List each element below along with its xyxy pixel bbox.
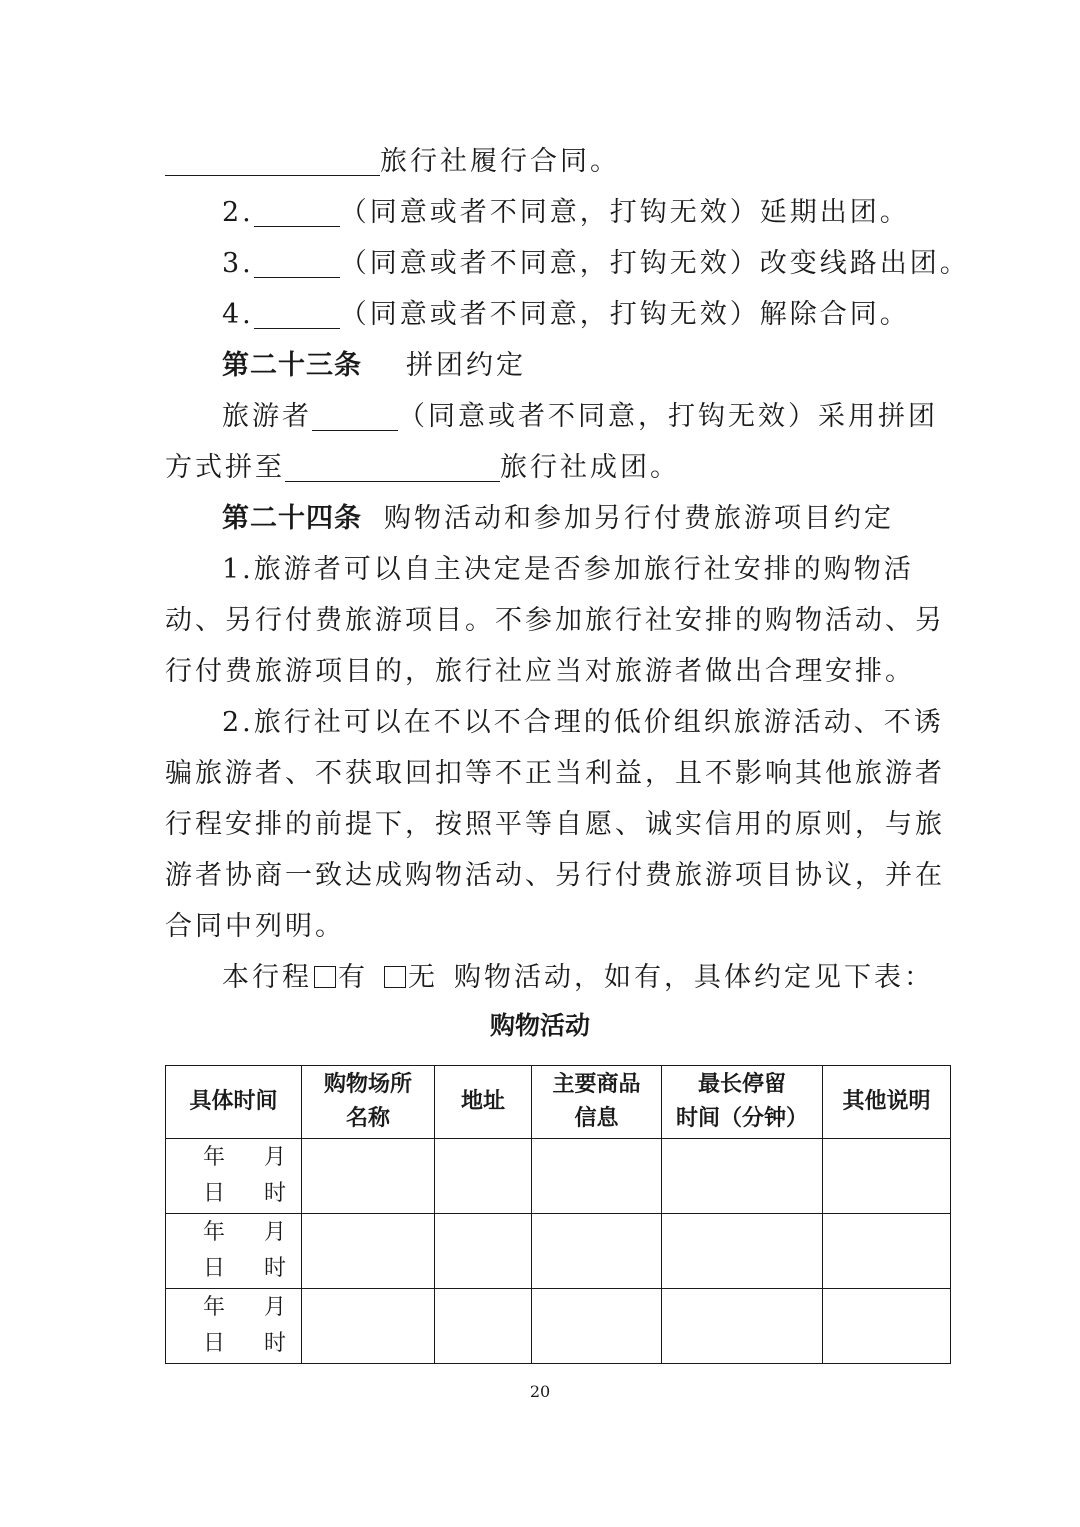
paragraph-line: 行付费旅游项目的，旅行社应当对旅游者做出合理安排。 [165, 656, 915, 687]
empty-cell[interactable] [532, 1289, 662, 1364]
paragraph-line: 1.旅游者可以自主决定是否参加旅行社安排的购物活 [222, 554, 914, 585]
empty-cell[interactable] [302, 1289, 435, 1364]
empty-cell[interactable] [823, 1139, 951, 1214]
option-number: 3. [222, 248, 254, 279]
date-label-hour: 时 [263, 1256, 286, 1281]
empty-cell[interactable] [302, 1214, 435, 1289]
date-time-cell[interactable] [166, 1289, 302, 1364]
paragraph-line: 2.旅行社可以在不以不合理的低价组织旅游活动、不诱 [222, 707, 944, 738]
date-label-year: 年 [203, 1220, 226, 1245]
column-header [823, 1066, 951, 1139]
text-segment: （同意或者不同意，打钩无效）采用拼团 [398, 401, 938, 432]
empty-cell[interactable] [662, 1139, 823, 1214]
article-number: 第二十三条 [222, 350, 362, 381]
checkbox-no-label: 无 [408, 962, 438, 993]
date-label-hour: 时 [263, 1331, 286, 1356]
blank-option-2[interactable] [254, 196, 340, 227]
column-header-line: 名称 [345, 1106, 390, 1131]
checkbox-yes[interactable] [314, 966, 336, 988]
paragraph-line: 骗旅游者、不获取回扣等不正当利益，且不影响其他旅游者 [165, 758, 945, 789]
option-text: （同意或者不同意，打钩无效）改变线路出团。 [339, 248, 970, 279]
date-label-month: 月 [263, 1295, 286, 1320]
itinerary-shopping-choice [222, 958, 934, 998]
empty-cell[interactable] [823, 1289, 951, 1364]
date-label-year: 年 [203, 1145, 226, 1170]
empty-cell[interactable] [302, 1139, 435, 1214]
checkbox-yes-label: 有 [338, 962, 368, 993]
column-header [532, 1066, 662, 1139]
column-header-line: 其他说明 [842, 1089, 931, 1114]
performance-text: 旅行社履行合同。 [380, 146, 620, 177]
option-text: （同意或者不同意，打钩无效）解除合同。 [339, 299, 910, 330]
column-header [302, 1066, 435, 1139]
table-title: 购物活动 [489, 1011, 590, 1040]
date-label-day: 日 [203, 1181, 226, 1206]
empty-cell[interactable] [435, 1139, 532, 1214]
table-row [166, 1289, 951, 1364]
date-time-cell[interactable] [166, 1139, 302, 1214]
text-segment: 方式拼至 [165, 452, 285, 483]
column-header-line: 信息 [574, 1106, 619, 1131]
date-label-month: 月 [263, 1220, 286, 1245]
empty-cell[interactable] [532, 1214, 662, 1289]
column-header [166, 1066, 302, 1139]
table-row [166, 1214, 951, 1289]
text-segment: 旅行社成团。 [500, 452, 680, 483]
option-3 [222, 244, 970, 284]
text-segment: 旅游者 [222, 401, 312, 432]
line-performance [165, 142, 620, 182]
column-header [435, 1066, 532, 1139]
date-label-year: 年 [203, 1295, 226, 1320]
empty-cell[interactable] [662, 1289, 823, 1364]
option-text: （同意或者不同意，打钩无效）延期出团。 [339, 197, 910, 228]
blank-option-4[interactable] [254, 298, 340, 329]
paragraph-line: 游者协商一致达成购物活动、另行付费旅游项目协议，并在 [165, 860, 945, 891]
date-time-cell[interactable] [166, 1214, 302, 1289]
blank-group-consent[interactable] [312, 400, 398, 431]
blank-agency-name[interactable] [165, 145, 380, 176]
article-24-heading [222, 499, 894, 539]
option-number: 4. [222, 299, 254, 330]
paragraph-line: 合同中列明。 [165, 911, 345, 942]
empty-cell[interactable] [435, 1214, 532, 1289]
date-label-hour: 时 [263, 1181, 286, 1206]
article-title: 购物活动和参加另行付费旅游项目约定 [384, 503, 894, 534]
option-number: 2. [222, 197, 254, 228]
date-label-day: 日 [203, 1256, 226, 1281]
checkbox-no[interactable] [384, 966, 406, 988]
text-segment: 本行程 [222, 962, 312, 993]
article-23-heading [222, 346, 526, 386]
column-header-line: 地址 [460, 1089, 505, 1114]
empty-cell[interactable] [662, 1214, 823, 1289]
paragraph-line: 行程安排的前提下，按照平等自愿、诚实信用的原则，与旅 [165, 809, 945, 840]
table-row [166, 1139, 951, 1214]
empty-cell[interactable] [435, 1289, 532, 1364]
article-23-line-2 [165, 448, 680, 488]
blank-group-agency[interactable] [285, 451, 500, 482]
table-header-row [166, 1066, 951, 1139]
column-header [662, 1066, 823, 1139]
column-header-line: 具体时间 [189, 1089, 278, 1114]
article-number: 第二十四条 [222, 503, 362, 534]
option-2 [222, 193, 910, 233]
column-header-line: 购物场所 [323, 1072, 412, 1097]
empty-cell[interactable] [532, 1139, 662, 1214]
article-title: 拼团约定 [406, 350, 526, 381]
page-number: 20 [529, 1382, 551, 1401]
date-label-day: 日 [203, 1331, 226, 1356]
text-segment: 购物活动，如有，具体约定见下表： [454, 962, 934, 993]
blank-option-3[interactable] [254, 247, 340, 278]
option-4 [222, 295, 910, 335]
shopping-table [165, 1065, 951, 1364]
column-header-line: 主要商品 [552, 1072, 641, 1097]
paragraph-line: 动、另行付费旅游项目。不参加旅行社安排的购物活动、另 [165, 605, 945, 636]
empty-cell[interactable] [823, 1214, 951, 1289]
article-23-line-1 [222, 397, 938, 437]
date-label-month: 月 [263, 1145, 286, 1170]
column-header-line: 最长停留 [697, 1072, 786, 1097]
column-header-line: 时间（分钟） [675, 1106, 808, 1131]
